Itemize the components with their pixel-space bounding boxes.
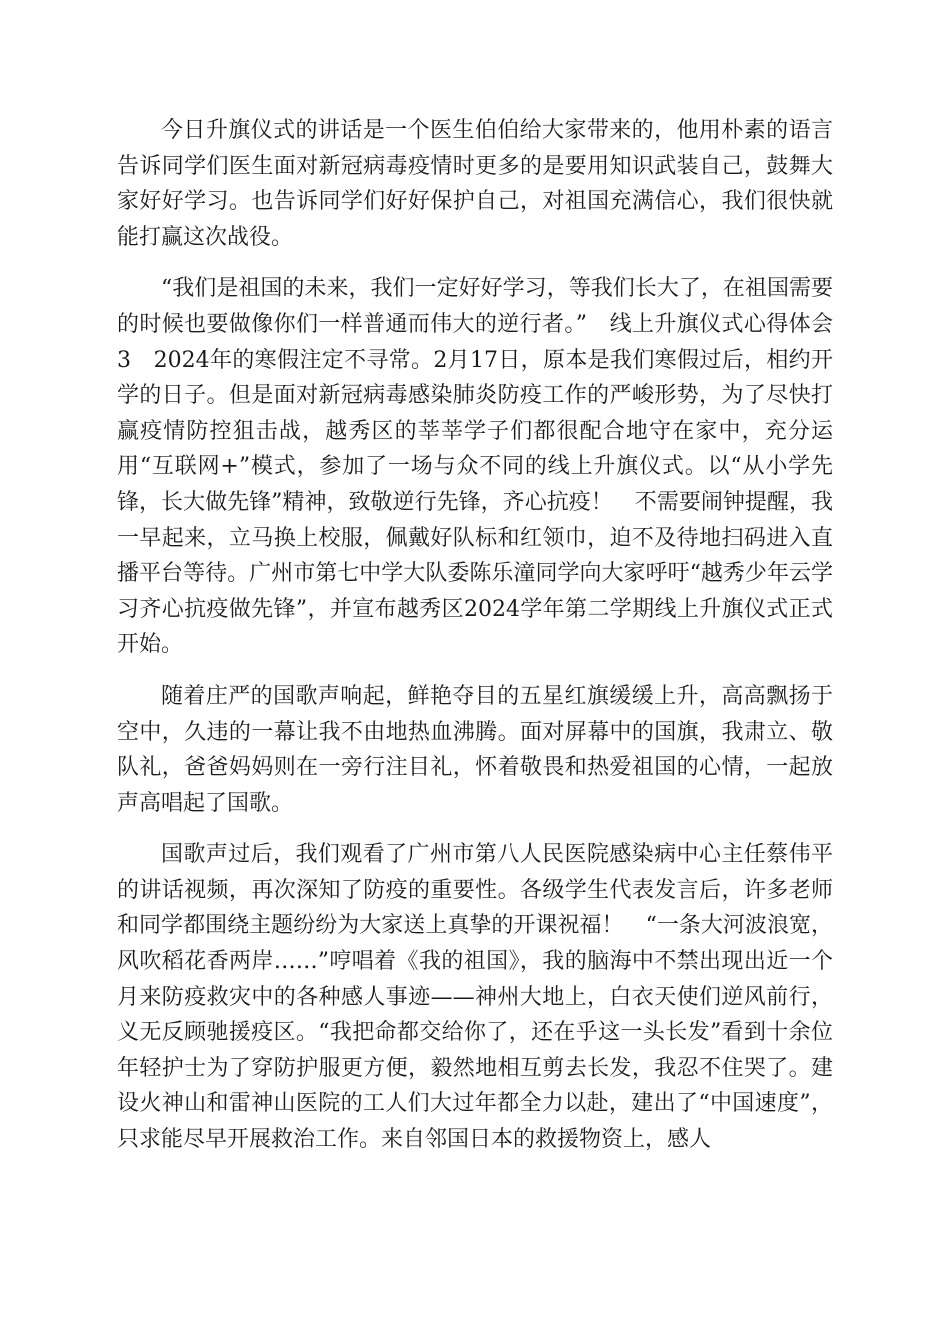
document-body [117, 113, 833, 1174]
paragraph-3: 随着庄严的国歌声响起，鲜艳夺目的五星红旗缓缓上升，高高飘扬于空中，久违的一幕让我不由地热血沸腾。面对屏幕中的国旗，我肃立、敬队礼，爸爸妈妈则在一旁行注目礼，怀着敬畏和热爱祖国的心情，一起放声高唱起了国歌。 [117, 683, 833, 816]
paragraph-4: 国歌声过后，我们观看了广州市第八人民医院感染病中心主任蔡伟平的讲话视频，再次深知了防疫的重要性。各级学生代表发言后，许多老师和同学都围绕主题纷纷为大家送上真挚的开课祝福！ “一条大河波浪宽，风吹稻花香两岸……”哼唱着《我的祖国》，我的脑海中不禁出现出近一个月来防疫救灾中的各种感人事迹——神州大地上，白衣天使们逆风前行，义无反顾驰援疫区。“我把命都交给你了，还在乎这一头长发”看到十余位年轻护士为了穿防护服更方便，毅然地相互剪去长发，我忍不住哭了。建设火神山和雷神山医院的工人们大过年都全力以赴，建出了“中国速度”，只求能尽早开展救治工作。来自邻国日本的救援物资上，感人 [117, 842, 833, 1153]
paragraph-1: 今日升旗仪式的讲话是一个医生伯伯给大家带来的，他用朴素的语言告诉同学们医生面对新冠病毒疫情时更多的是要用知识武装自己，鼓舞大家好好学习。也告诉同学们好好保护自己，对祖国充满信心，我们很快就能打赢这次战役。 [117, 118, 833, 250]
paragraph-2: “我们是祖国的未来，我们一定好好学习，等我们长大了，在祖国需要的时候也要做像你们一样普通而伟大的逆行者。” 线上升旗仪式心得体会3 2024年的寒假注定不寻常。2月17日，原本是我们寒假过后，相约开学的日子。但是面对新冠病毒感染肺炎防疫工作的严峻形势，为了尽快打赢疫情防控狙击战，越秀区的莘莘学子们都很配合地守在家中，充分运用“互联网+”模式，参加了一场与众不同的线上升旗仪式。以“从小学先锋，长大做先锋”精神，致敬逆行先锋，齐心抗疫！ 不需要闹钟提醒，我一早起来，立马换上校服，佩戴好队标和红领巾，迫不及待地扫码进入直播平台等待。广州市第七中学大队委陈乐潼同学向大家呼吁“越秀少年云学习齐心抗疫做先锋”，并宣布越秀区2024学年第二学期线上升旗仪式正式开始。 [117, 276, 833, 658]
